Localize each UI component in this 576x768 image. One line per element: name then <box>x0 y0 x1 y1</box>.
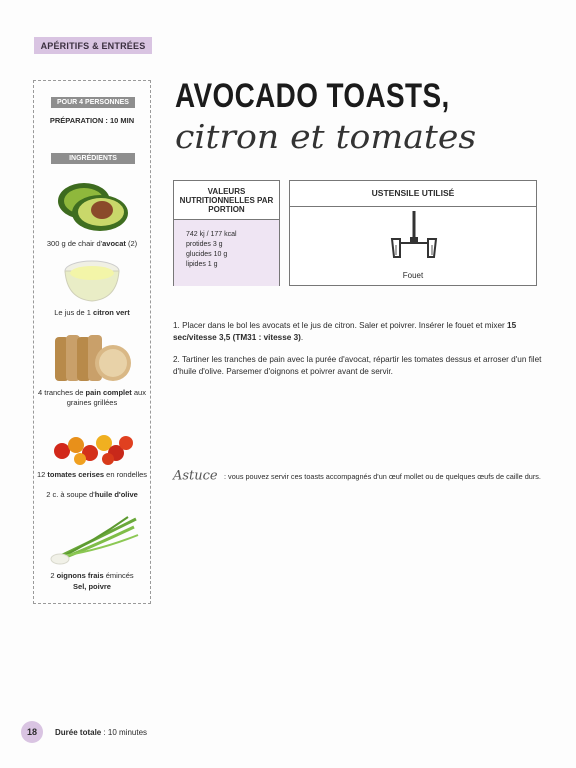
instructions <box>173 320 543 388</box>
nutrition-fat: lipides 1 g <box>186 261 218 268</box>
tip-heading: Astuce <box>173 468 218 484</box>
ingredient-salt-pepper: Sel, poivre <box>73 582 111 591</box>
ingredient-avocado: 300 g de chair d'avocat (2) <box>46 239 138 248</box>
page-number: 18 <box>21 721 43 743</box>
prep-time: PRÉPARATION : 10 MIN <box>49 116 135 125</box>
nutrition-header: VALEURS NUTRITIONNELLES PAR PORTION <box>174 181 279 220</box>
nutrition-values <box>174 220 279 286</box>
nutrition-carbs: glucides 10 g <box>186 251 228 258</box>
category-banner: APÉRITIFS & ENTRÉES <box>34 37 152 54</box>
tool-label: Fouet <box>402 271 424 280</box>
total-time: Durée totale : 10 minutes <box>55 728 148 737</box>
tool-box <box>289 180 537 286</box>
step-1: 1. Placer dans le bol les avocats et le jus de citron. Saler et poivrer. Insérer le fouet et mixer 15 sec/vitesse 3,5 (TM31 : vitesse 3). <box>173 321 517 342</box>
bread-image <box>53 333 133 385</box>
ingredient-lime: Le jus de 1 citron vert <box>54 308 130 317</box>
recipe-subtitle: citron et tomates <box>175 117 477 156</box>
ingredient-bread: 4 tranches de pain complet aux graines grillées <box>38 388 146 407</box>
servings-tag: POUR 4 PERSONNES <box>51 97 135 108</box>
avocado-image <box>52 179 132 234</box>
tip-text: : vous pouvez servir ces toasts accompagnés d'un œuf mollet ou de quelques œufs de caille durs. <box>224 472 541 481</box>
tool-header: USTENSILE UTILISÉ <box>290 181 536 207</box>
tomatoes-image <box>50 431 134 467</box>
recipe-title: AVOCADO TOASTS, <box>175 77 450 115</box>
nutrition-energy: 742 kj / 177 kcal <box>186 231 237 238</box>
nutrition-protein: protides 3 g <box>186 241 223 248</box>
ingredient-tomatoes: 12 tomates cerises en rondelles <box>36 470 148 479</box>
ingredient-onions: 2 oignons frais émincés <box>50 571 134 580</box>
spring-onion-image <box>48 513 140 565</box>
ingredients-tag: INGRÉDIENTS <box>51 153 135 164</box>
step-2: 2. Tartiner les tranches de pain avec la purée d'avocat, répartir les tomates dessus et arroser d'un filet d'huile d'olive. Parsemer d'oignons et poivrer avant de servir. <box>173 355 542 376</box>
lime-juice-image <box>62 257 122 303</box>
tip-section <box>173 467 543 485</box>
ingredients-sidebar <box>33 80 151 604</box>
ingredient-olive-oil: 2 c. à soupe d'huile d'olive <box>46 490 138 499</box>
nutrition-box <box>173 180 280 286</box>
whisk-icon <box>386 209 442 265</box>
